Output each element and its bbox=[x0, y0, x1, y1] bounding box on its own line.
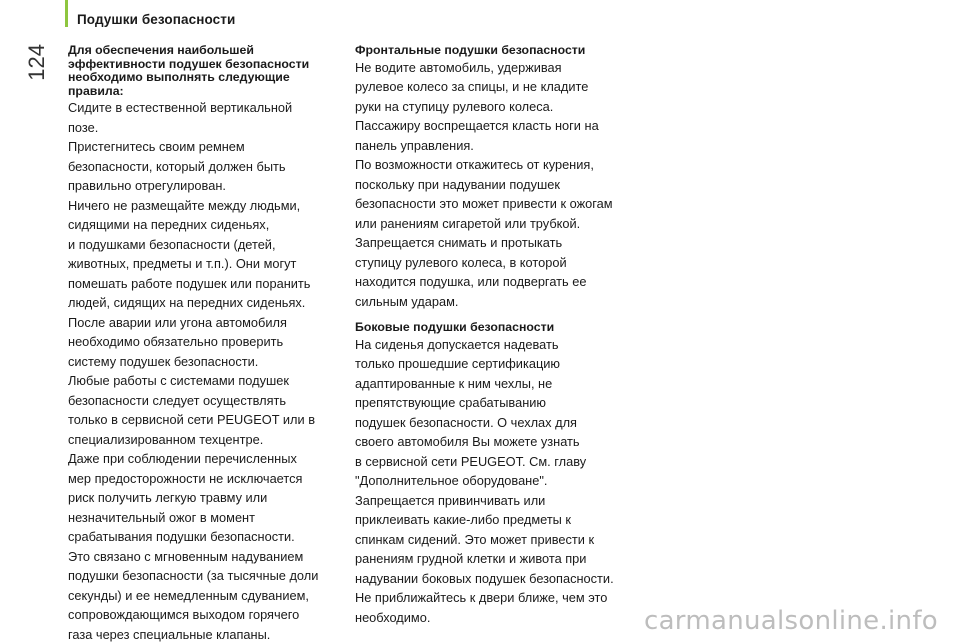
side-airbags-heading: Боковые подушки безопасности bbox=[355, 320, 555, 334]
right-column bbox=[355, 44, 645, 627]
page-title: Подушки безопасности bbox=[77, 12, 236, 27]
left-column bbox=[68, 44, 340, 644]
side-airbags-body: На сиденья допускается надевать только прошедшие сертификацию адаптированные к ним чехлы, не препятствующие срабатыванию подушек безопасности. О чехлах для своего автомобиля Вы можете узнать в сервисной сети PEUGEOT. См. главу "Дополнительное оборудоване". Запрещается привинчивать или приклеивать какие-либо предметы к спинкам сидений. Это может привести к ранениям грудной клетки и живота при надувании боковых подушек безопасности. Не приближайтесь к двери ближе, чем это необходимо. bbox=[355, 336, 614, 625]
watermark: carmanualsonline.info bbox=[643, 606, 938, 636]
header-accent-bar bbox=[65, 0, 68, 27]
front-airbags-heading: Фронтальные подушки безопасности bbox=[355, 43, 586, 57]
rules-body: Сидите в естественной вертикальной позе. Пристегнитесь своим ремнем безопасности, который должен быть правильно отрегулирован. Ничего не размещайте между людьми, сидящими на передних сиденьях, и подушками безопасности (детей, животных, предметы и т.п.). Они могут помешать работе подушек или поранить людей, сидящих на передних сиденьях. После аварии или угона автомобиля необходимо обязательно проверить систему подушек безопасности. Любые работы с системами подушек безопасности следует осуществлять только в сервисной сети PEUGEOT или в специализированном техцентре. Даже при соблюдении перечисленных мер предосторожности не исключается риск получить легкую травму или незначительный ожог в момент срабатывания подушки безопасности. Это связано с мгновенным надуванием подушки безопасности (за тысячные доли секунды) и ее немедленным сдуванием, сопровождающимся выходом горячего газа через специальные клапаны. bbox=[68, 100, 319, 642]
front-airbags-body: Не водите автомобиль, удерживая рулевое колесо за спицы, и не кладите руки на ступицу рулевого колеса. Пассажиру воспрещается класть ноги на панель управления. По возможности откажитесь от курения, поскольку при надувании подушек безопасности это может привести к ожогам или ранениям сигаретой или трубкой. Запрещается снимать и протыкать ступицу рулевого колеса, в которой находится подушка, или подвергать ее сильным ударам. bbox=[355, 59, 613, 309]
rules-heading: Для обеспечения наибольшей эффективности подушек безопасности необходимо выполнять следующие правила: bbox=[68, 43, 310, 98]
page-number: 124 bbox=[24, 44, 49, 81]
